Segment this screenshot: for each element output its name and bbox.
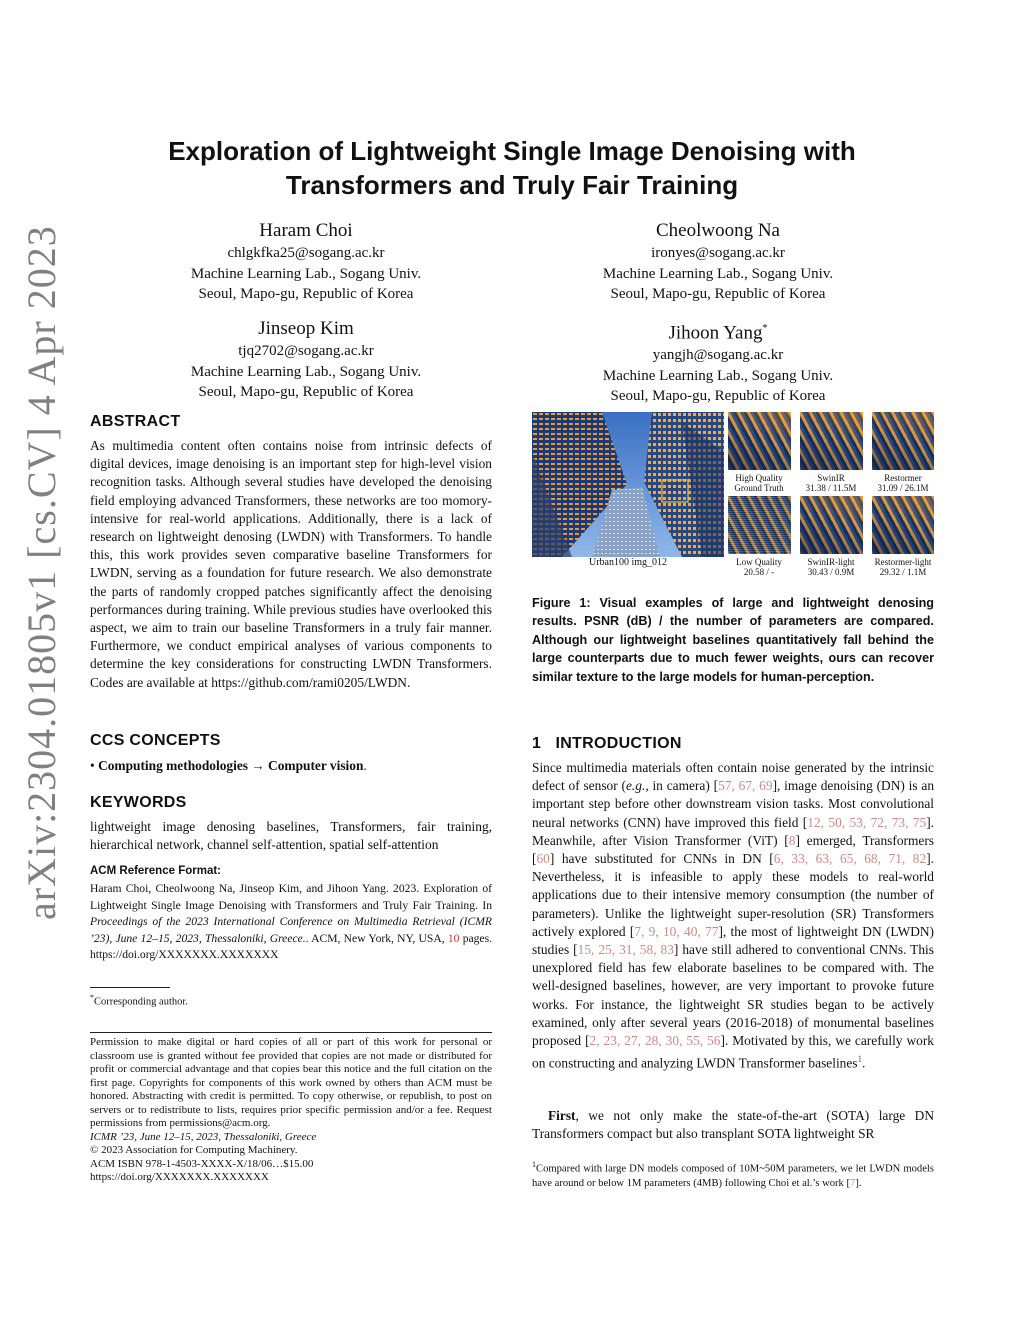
abstract-text: As multimedia content often contains noise from intrinsic defects of digital devices, image denoising is an important step for high-level vision recognition tasks. Although several studies have developed the denoising field employing advanced Transformers, these networks are too momory-intensive for real-world applications. Additionally, there is a lack of research on lightweight denosing (LWDN) with Transformers. To handle this, this work provides seven comparative baseline Transformers for LWDN, serving as a foundation for future research. We also demonstrate the parts of randomly cropped patches significantly affect the denoising performances during training. While previous studies have overlooked this aspect, we aim to train our baseline Transformers in a truly fair manner. Furthermore, we conduct empirical analyses of various components to determine the key considerations for constructing LWDN Transformers. Codes are available at https://github.com/rami0205/LWDN. (90, 438, 492, 690)
paragraph-lead: First (548, 1108, 576, 1123)
footnote-number: 1 (532, 1160, 536, 1169)
author-block (518, 218, 918, 305)
main-image-label: Urban100 img_012 (588, 557, 668, 568)
author-location: Seoul, Mapo-gu, Republic of Korea (198, 286, 414, 302)
acm-reference-text (90, 881, 492, 964)
author-name-text: Jihoon Yang (668, 322, 763, 344)
author-name (518, 316, 918, 345)
arxiv-identifier: arXiv:2304.01805v1 [cs.CV] 4 Apr 2023 (19, 225, 64, 920)
author-location: Seoul, Mapo-gu, Republic of Korea (610, 388, 826, 405)
paper-title (90, 134, 934, 202)
citation[interactable]: 15, 25, 31, 58, 83 (577, 942, 674, 958)
figure-1 (532, 412, 934, 580)
figure-caption: Figure 1: Visual examples of large and lightweight denosing results. PSNR (dB) / the number of parameters are compared. Although our lightweight baselines quantitatively fall behind the large counterparts due to much fewer weights, ours can recover similar texture to the large models for human-perception. (532, 596, 934, 684)
thumb-restormer (872, 412, 934, 470)
permission-text: Permission to make digital or hard copies of all or part of this work for personal or classroom use is granted without fee provided that copies are not made or distributed for profit or commercial advantage and that copies bear this notice and the full citation on the first page. Copyrights for components of this work owned by others than ACM must be honored. Abstracting with credit is permitted. To copy otherwise, or republish, to post on servers or to redistribute to lists, requires prior specific permission and/or a fee. Request permissions from permissions@acm.org. (90, 1036, 492, 1129)
author-name: Haram Choi (259, 220, 353, 241)
author-location: Seoul, Mapo-gu, Republic of Korea (198, 384, 414, 400)
keywords-heading: KEYWORDS (90, 794, 187, 811)
keywords-text: lightweight image denosing baselines, Transformers, fair training, hierarchical network, channel self-attention, spatial self-attention (90, 819, 492, 853)
footnote-link[interactable]: 1 (857, 1054, 863, 1065)
ccs-end: . (363, 758, 367, 773)
thumb-label: High Quality Ground Truth (734, 473, 784, 493)
thumb-label: SwinIR-light 30.43 / 0.9M (807, 557, 855, 577)
permission-conference: ICMR ’23, June 12–15, 2023, Thessaloniki, Greece (90, 1130, 317, 1143)
section-number: 1 (532, 735, 542, 752)
thumb-label: SwinIR 31.38 / 11.5M (805, 473, 857, 493)
citation[interactable]: 12, 50, 53, 72, 73, 75 (807, 814, 927, 830)
acm-ref-pages[interactable]: 10 (447, 931, 460, 945)
acm-ref-doi: pages. https://doi.org/XXXXXXX.XXXXXXX (90, 931, 492, 961)
citation[interactable]: 60 (536, 851, 550, 867)
permission-block (90, 1036, 492, 1185)
abstract-heading: ABSTRACT (90, 413, 181, 430)
citation[interactable]: 7, 9, 10, 40, 77 (634, 923, 719, 939)
author-email[interactable]: ironyes@sogang.ac.kr (651, 245, 785, 261)
permission-copyright: © 2023 Association for Computing Machinery. (90, 1144, 298, 1156)
title-line-2: Transformers and Truly Fair Training (285, 170, 739, 200)
thumb-swinir (800, 412, 863, 470)
footnote-mark: * (90, 993, 94, 1002)
author-name: Cheolwoong Na (655, 220, 780, 241)
title-line-1: Exploration of Lightweight Single Image Denoising with (168, 136, 856, 166)
footnote-text: Corresponding author. (94, 996, 188, 1008)
thumb-restormer-light (872, 496, 934, 554)
author-block (106, 218, 506, 305)
permission-doi[interactable]: https://doi.org/XXXXXXX.XXXXXXX (90, 1171, 269, 1183)
acm-ref-venue: Proceedings of the 2023 International Conference on Multimedia Retrieval (ICMR ’23), June 12–15, 2023, Thessaloniki, Greece. (90, 915, 492, 945)
thumb-label: Restormer-light 29.32 / 1.1M (874, 557, 932, 577)
corresponding-footnote (90, 993, 188, 1008)
author-affiliation: Machine Learning Lab., Sogang Univ. (602, 367, 834, 384)
footnote-rule (90, 987, 170, 988)
acm-ref-publisher: . ACM, New York, NY, USA, (305, 931, 448, 945)
author-email[interactable]: chlgkfka25@sogang.ac.kr (227, 245, 385, 261)
citation[interactable]: 57, 67, 69 (718, 778, 773, 794)
thumb-low-quality (728, 496, 791, 554)
thumb-label: Restormer 31.09 / 26.1M (877, 473, 929, 493)
permission-rule (90, 1032, 492, 1033)
acm-reference-heading: ACM Reference Format: (90, 865, 221, 877)
permission-isbn: ACM ISBN 978-1-4503-XXXX-X/18/06…$15.00 (90, 1157, 314, 1170)
author-affiliation: Machine Learning Lab., Sogang Univ. (602, 265, 834, 282)
author-email[interactable]: yangjh@sogang.ac.kr (652, 347, 784, 364)
introduction-paragraph-1: Since multimedia materials often contain noise generated by the intrinsic defect of sensor (e.g., in camera) [57, 67, 69], image denoising (DN) is an important step before other downstream vision tasks. Most convolutional neural networks (CNN) have improved this field [12, 50, 53, 72, 73, 75]. Meanwhile, after Vision Transformer (ViT) [8] emerged, Transformers [60] have substituted for CNNs in DN [6, 33, 63, 65, 68, 71, 82]. Nevertheless, it is infeasible to apply these models to real-world applications due to their intensive memory consumption (the number of parameters). Unlike the lightweight super-resolution (SR) Transformers actively explored [7, 9, 10, 40, 77], the most of lightweight DN (LWDN) studies [15, 25, 31, 58, 83] have still adhered to conventional CNNs. This unexplored field has few elaborate baselines to be compared with. The well-designed baselines, however, are very important to provoke future works. For instance, the lightweight SR studies began to be actively examined, only after several years (2016-2018) of monumental baselines proposed [2, 23, 27, 28, 30, 55, 56]. Motivated by this, we carefully work on constructing and analyzing LWDN Transformer baselines$^1$. (532, 760, 935, 1071)
section-title: INTRODUCTION (555, 735, 682, 752)
thumb-high-quality (728, 412, 791, 470)
author-location: Seoul, Mapo-gu, Republic of Korea (610, 286, 826, 302)
citation[interactable]: 6, 33, 63, 65, 68, 71, 82 (773, 851, 927, 867)
thumb-swinir-light (800, 496, 863, 554)
author-affiliation: Machine Learning Lab., Sogang Univ. (190, 265, 422, 282)
introduction-heading (532, 735, 682, 753)
author-email[interactable]: tjq2702@sogang.ac.kr (238, 343, 374, 359)
introduction-paragraph-2 (532, 1107, 934, 1143)
ccs-concepts (90, 757, 492, 775)
paragraph-text: , we not only make the state-of-the-art (SOTA) large DN Transformers compact but also transplant SOTA lightweight SR (532, 1108, 934, 1142)
citation[interactable]: 2, 23, 27, 28, 30, 55, 56 (589, 1033, 721, 1049)
acm-ref-authors: Haram Choi, Cheolwoong Na, Jinseop Kim, and Jihoon Yang. 2023. Exploration of Lightweight Single Image Denoising with Transformers and Truly Fair Training. In (90, 882, 492, 912)
corresponding-author-mark: * (762, 323, 768, 334)
ccs-heading: CCS CONCEPTS (90, 732, 221, 749)
author-affiliation: Machine Learning Lab., Sogang Univ. (190, 363, 422, 380)
main-city-image (532, 412, 724, 557)
ccs-concept-text: Computing methodologies → Computer vision (98, 758, 364, 773)
citation[interactable]: 8 (788, 832, 796, 848)
author-block (106, 316, 506, 403)
footnote-1: $^1$Compared with large DN models composed of 10M~50M parameters, we let LWDN models have around or below 1M parameters (4MB) following Choi et al.’s work [7]. (532, 1160, 934, 1189)
thumb-label: Low Quality 20.58 / - (736, 557, 782, 577)
ccs-bullet: • (90, 758, 95, 773)
citation[interactable]: 7 (850, 1177, 856, 1189)
author-block (518, 316, 918, 407)
author-name: Jinseop Kim (258, 318, 354, 339)
